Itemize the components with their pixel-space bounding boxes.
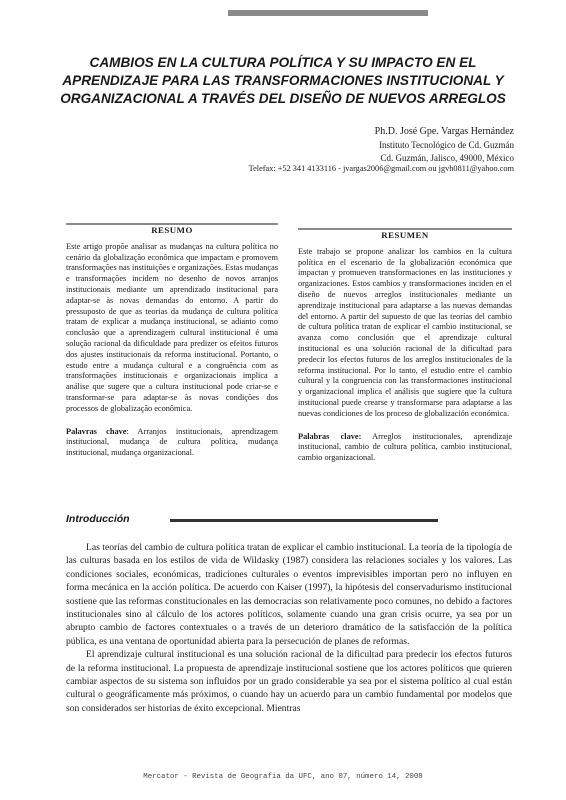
author-address: Cd. Guzmán, Jalisco, 49000, México — [380, 153, 514, 163]
resumen-column — [298, 230, 512, 464]
resumo-keywords-label: Palavras chave — [66, 426, 127, 436]
article-title — [40, 54, 526, 108]
title-line: CAMBIOS EN LA CULTURA POLÍTICA Y SU IMPACTO EN EL — [89, 55, 477, 70]
page-footer: Mercator - Revista de Geografia da UFC, ano 07, número 14, 2008 — [143, 773, 423, 781]
title-line: APRENDIZAJE PARA LAS TRANSFORMACIONES INSTITUCIONAL Y — [62, 73, 504, 88]
section-rule — [170, 519, 438, 522]
header-rule — [228, 10, 428, 16]
resumo-keywords — [66, 427, 278, 459]
author-name: Ph.D. José Gpe. Vargas Hernández — [374, 126, 514, 137]
author-contact: Telefax: +52 341 4133116 - jvargas2006@gmail.com ou jgvh0811@yahoo.com — [248, 164, 514, 173]
resumen-text: Este trabajo se propone analizar los cambios en la cultura política en el escenario de la globalización económica que impactan y promueven transformaciones en las instituciones y organizaciones. Estos cambios y transformaciones inciden en el diseño de nuevos arreglos institucionales mediante un aprendizaje institucional para adaptarse a las nuevas demandas del entorno. A partir del supuesto de que las teorías del cambio de cultura política tratan de explicar el cambio institucional, se avanza como conclusión que el aprendizaje cultural institucional es una solución racional de la dificultad para predecir los efectos futuros de los arreglos institucionales de la reforma institucional. Por lo tanto, el estudio entre el cambio cultural y la congruencia con las transformaciones institucional y organizacional implica el análisis que sugiere que la cultura institucional puede crearse y transformarse para adaptarse a las nuevas condiciones de los proceso de globalización económica. — [298, 246, 512, 418]
resumen-keywords-text: Arreglos institucionales, aprendizaje institucional, cambio de cultura política, cambio institucional, cambio organizacional. — [298, 431, 512, 463]
paragraph: Las teorías del cambio de cultura política tratan de explicar el cambio institucional. La teoría de la tipología de las culturas basada en los estilos de vida de Wildasky (1987) considera las relaciones sociales y los valores. Las condiciones sociales, económicas, tradiciones culturales o eventos imprevisibles importan pero no influyen en forma mecánica en la acción política. De acuerdo con Kaiser (1997), la hipótesis del conservadurismo institucional sostiene que las reformas constitucionales en las democracias son relativamente poco comunes, no debido a factores institucionales sino al cálculo de los actores políticos, solamente cuando una gran crisis ocurre, ya sea por un abrupto cambio de factores contextuales o a través de un deterioro dramático de la satisfacción de la política pública, es una ventana de oportunidad abierta para la persecución de planes de reformas. — [66, 542, 512, 647]
resumen-keywords-label: Palabras clave: — [298, 431, 362, 441]
paragraph: El aprendizaje cultural institucional es una solución racional de la dificultad para predecir los efectos futuros de la reforma institucional. La propuesta de aprendizaje institucional sostiene que los actores políticos que quieren cambiar aspectos de su sistema son influidos por un grado considerable ya sea por el sistema político al cual están cultural o geográficamente más próximos, o cuando hay un acuerdo para un cambio fundamental por modelos que son considerados ser historias de éxito excepcional. Mientras — [66, 649, 512, 714]
resumo-column — [66, 225, 278, 459]
resumen-keywords — [298, 432, 512, 464]
author-block — [375, 125, 514, 165]
section-heading: Introducción — [66, 513, 130, 525]
title-line: ORGANIZACIONAL A TRAVÉS DEL DISEÑO DE NUEVOS ARREGLOS — [60, 91, 506, 106]
resumo-heading: RESUMO — [151, 225, 193, 235]
author-affiliation: Instituto Tecnológico de Cd. Guzmán — [379, 140, 514, 150]
body-text — [66, 541, 512, 715]
resumo-keywords-text: : Arranjos institucionais, aprendizagem institucional, mudança de cultura política, mudança institucional, mudança organizacional. — [66, 426, 278, 458]
resumo-text: Este artigo propõe analisar as mudanças na cultura política no cenário da globalização econômica que impactam e promovem transformações nas instituições e organizações. Estas mudanças e transformações incidem no desenho de novos arranjos institucionais mediante um aprendizado institucional para adaptar-se às novas demandas do entorno. A partir do pressuposto de que as teorias da mudança de cultura política tratam de explicar a mudança institucional, se adianto como conclusão que a aprendizagem cultural institucional é uma solução racional da dificuldade para predizer os efeitos futuros dos ajustes institucionais da reforma institucional. Portanto, o estudo entre a mudança cultural e a congruência com as transformações institucionais e organizacionais implica a análise que sugere que a cultura institucional pode criar-se e transformar-se para adaptar-se às novas condições dos processos de globalização econômica. — [66, 241, 278, 413]
resumen-heading: RESUMEN — [381, 230, 429, 240]
